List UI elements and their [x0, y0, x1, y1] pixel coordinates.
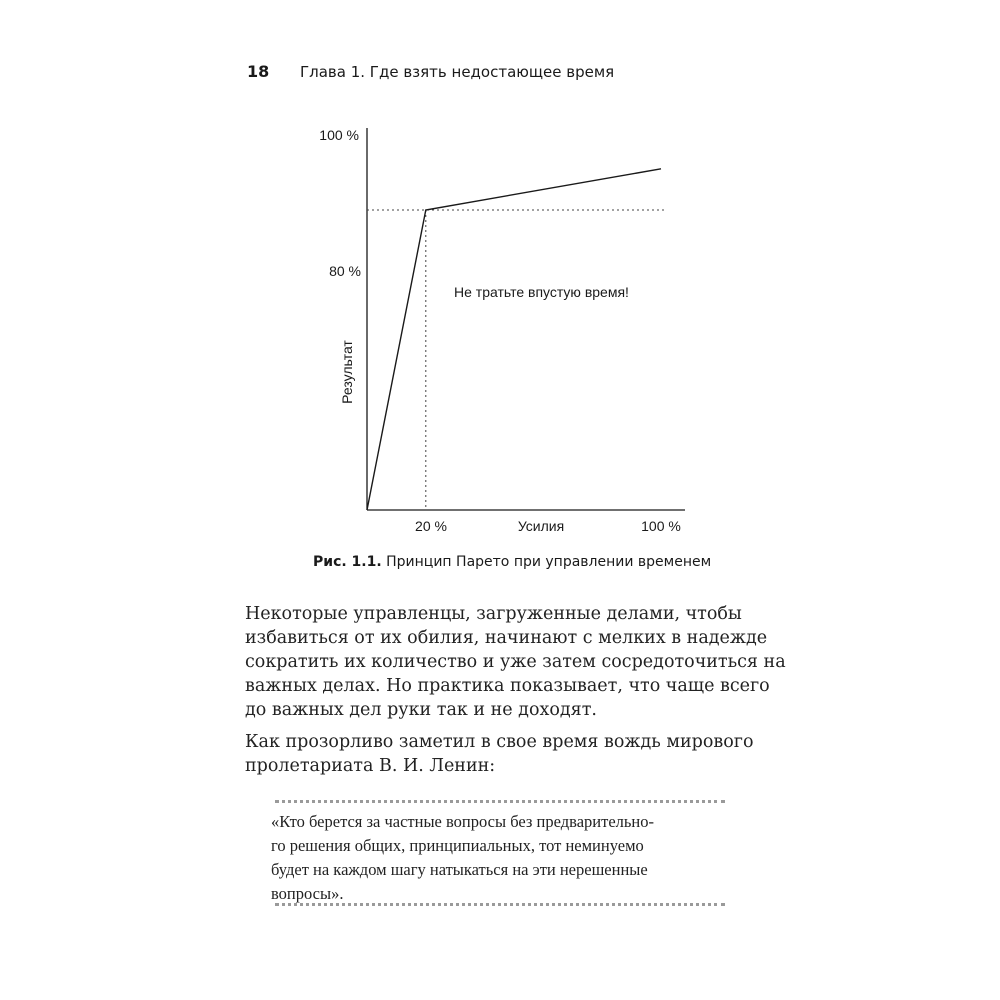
text-line: пролетариата В. И. Ленин:	[245, 756, 496, 776]
y-tick-80: 80 %	[329, 263, 361, 279]
figure-caption	[313, 554, 711, 570]
quote-line: «Кто берется за частные вопросы без предварительно-	[271, 812, 654, 831]
text-line: важных делах. Но практика показывает, что чаще всего	[245, 676, 770, 696]
x-tick-20: 20 %	[415, 518, 447, 534]
paragraph-2	[245, 730, 765, 778]
text-line: Некоторые управленцы, загруженные делами, чтобы	[245, 604, 742, 624]
text-line: избавиться от их обилия, начинают с мелких в надежде	[245, 628, 768, 648]
series-line	[367, 169, 661, 510]
text-line: сократить их количество и уже затем сосредоточиться на	[245, 652, 786, 672]
quote-top-divider	[275, 800, 725, 803]
x-axis-label: Усилия	[517, 518, 565, 534]
y-axis-label: Результат	[339, 340, 355, 404]
quote-line: вопросы».	[271, 884, 344, 903]
x-tick-100: 100 %	[641, 518, 681, 534]
quote-bottom-divider	[275, 903, 725, 906]
chart-annotation: Не тратьте впустую время!	[454, 284, 629, 300]
text-line: Как прозорливо заметил в свое время вождь мирового	[245, 732, 754, 752]
quote-line: го решения общих, принципиальных, тот неминуемо	[271, 836, 644, 855]
page-number: 18	[247, 62, 270, 81]
paragraph-1	[245, 602, 786, 722]
text-line: до важных дел руки так и не доходят.	[245, 700, 597, 720]
chapter-title: Глава 1. Где взять недостающее время	[300, 63, 615, 81]
y-tick-100: 100 %	[319, 127, 359, 143]
quotation	[271, 810, 654, 906]
figure-caption-text: Принцип Парето при управлении временем	[381, 554, 712, 570]
figure-label: Рис. 1.1.	[313, 554, 382, 570]
quote-line: будет на каждом шагу натыкаться на эти нерешенные	[271, 860, 648, 879]
